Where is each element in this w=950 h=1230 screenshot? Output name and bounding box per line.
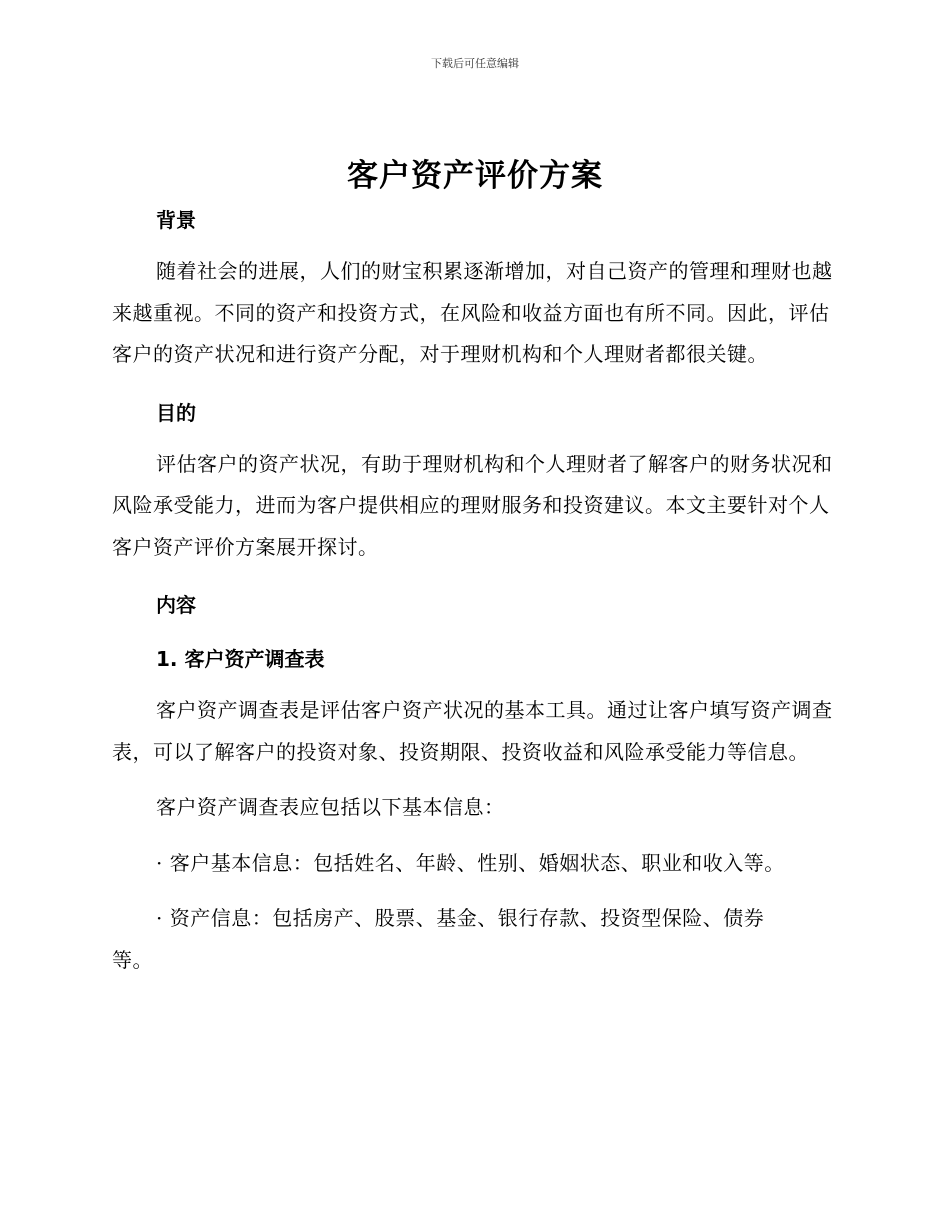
paragraph-background: 随着社会的进展，人们的财宝积累逐渐增加，对自己资产的管理和理财也越来越重视。不同的资产和投资方式，在风险和收益方面也有所不同。因此，评估客户的资产状况和进行资产分配，对于理财机构和个人理财者都很关键。 (112, 259, 833, 366)
document-body (112, 203, 834, 981)
heading-purpose: 目的 (156, 400, 196, 425)
header-note: 下载后可任意编辑 (431, 57, 519, 70)
paragraph-purpose: 评估客户的资产状况，有助于理财机构和个人理财者了解客户的财务状况和风险承受能力，进而为客户提供相应的理财服务和投资建议。本文主要针对个人客户资产评价方案展开探讨。 (112, 451, 833, 559)
page-title: 客户资产评价方案 (347, 158, 603, 194)
bullet-asset-info-line1: · 资产信息：包括房产、股票、基金、银行存款、投资型保险、债券 (156, 906, 765, 930)
paragraph-asset-survey: 客户资产调查表是评估客户资产状况的基本工具。通过让客户填写资产调查表，可以了解客户的投资对象、投资期限、投资收益和风险承受能力等信息。 (112, 698, 833, 764)
paragraph-survey-items: 客户资产调查表应包括以下基本信息： (156, 795, 505, 819)
subheading-asset-survey: 1. 客户资产调查表 (156, 647, 325, 671)
bullet-asset-info (112, 898, 834, 981)
bullet-basic-info: · 客户基本信息：包括姓名、年龄、性别、婚姻状态、职业和收入等。 (156, 850, 785, 875)
heading-background: 背景 (156, 208, 196, 232)
heading-content: 内容 (156, 593, 196, 617)
bullet-asset-info-line2: 等。 (112, 947, 153, 972)
